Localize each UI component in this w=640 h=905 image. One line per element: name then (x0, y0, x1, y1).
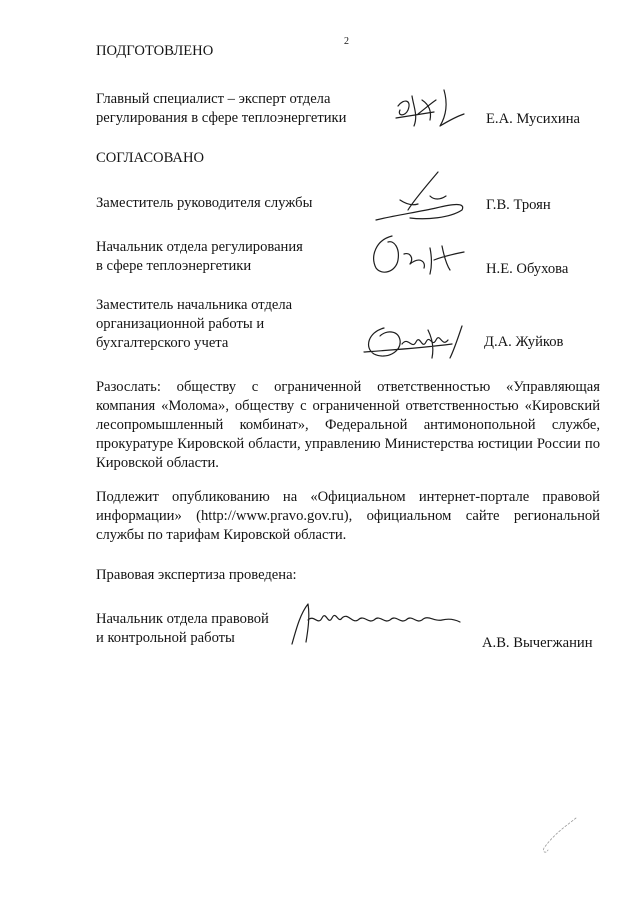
agreed-heading: СОГЛАСОВАНО (96, 150, 205, 166)
signatory-position (96, 194, 312, 213)
prepared-heading: ПОДГОТОВЛЕНО (96, 43, 214, 59)
position-line: организационной работы и (96, 316, 265, 332)
signatory-name: Д.А. Жуйков (484, 334, 564, 350)
publication-paragraph: Подлежит опубликованию на «Официальном интернет-портале правовой информации» (http://www.pravo.gov.ru), официальном сайте региональной службы по тарифам Кировской области. (96, 489, 600, 543)
position-line: Начальник отдела правовой (96, 611, 269, 627)
expertise-name: А.В. Вычегжанин (482, 635, 593, 651)
signatory-position (96, 296, 292, 353)
position-line: Заместитель руководителя службы (96, 195, 313, 211)
signatory-name: Г.В. Троян (486, 197, 551, 213)
signatory-position (96, 238, 303, 276)
prepared-position (96, 90, 346, 128)
signature-zhuikov (362, 318, 480, 364)
position-line: бухгалтерского учета (96, 335, 229, 351)
expertise-statement: Правовая экспертиза проведена: (96, 567, 297, 583)
expertise-position (96, 610, 269, 648)
position-line: и контрольной работы (96, 630, 235, 646)
position-line: Заместитель начальника отдела (96, 297, 293, 313)
position-line: Начальник отдела регулирования (96, 239, 303, 255)
position-line: Главный специалист – эксперт отдела (96, 91, 331, 107)
signature-troyan (370, 170, 470, 230)
signature-vychegzhanin (286, 600, 466, 648)
signature-musikhina (388, 86, 468, 134)
signature-obukhova (368, 232, 478, 280)
position-line: регулирования в сфере теплоэнергетики (96, 110, 347, 126)
signatory-name: Н.Е. Обухова (486, 261, 569, 277)
page-number: 2 (344, 36, 349, 47)
distribution-paragraph: Разослать: обществу с ограниченной ответственностью «Управляющая компания «Молома», обществу с ограниченной ответственностью «Кировский лесопромышленный комбинат», Федеральной антимонопольной службе, прокуратуре Кировской области, управлению Министерства юстиции России по Кировской области. (96, 379, 600, 471)
scan-mark (536, 812, 586, 862)
prepared-name: Е.А. Мусихина (486, 111, 580, 127)
position-line: в сфере теплоэнергетики (96, 258, 252, 274)
